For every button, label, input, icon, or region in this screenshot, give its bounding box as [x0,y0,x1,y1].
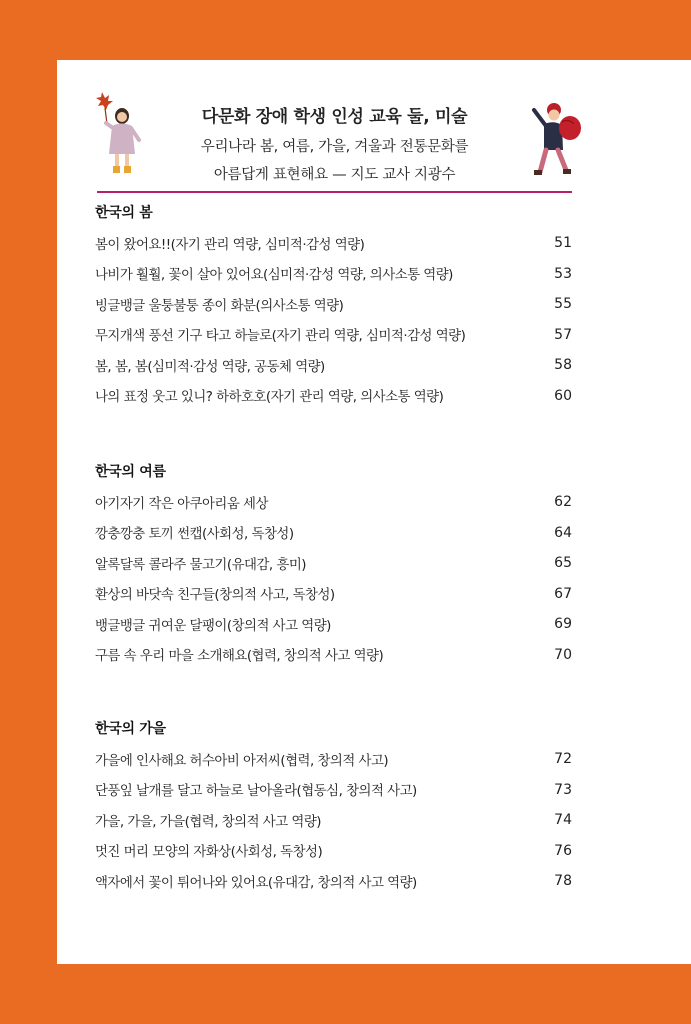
entry-title: 봄이 왔어요!!(자기 관리 역량, 심미적·감성 역량) [95,237,365,253]
entry-page: 70 [554,646,572,663]
entry-title: 가을에 인사해요 허수아비 아저씨(협력, 창의적 사고) [95,753,389,769]
entry-page: 76 [554,842,572,859]
entry-title: 나비가 훨훨, 꽃이 살아 있어요(심미적·감성 역량, 의사소통 역량) [95,268,453,284]
subtitle-line-1: 우리나라 봄, 여름, 가을, 겨울과 전통문화를 [200,139,469,155]
header-divider [97,191,572,193]
entry-title: 액자에서 꽃이 튀어나와 있어요(유대감, 창의적 사고 역량) [95,875,417,891]
entry-page: 78 [554,873,572,890]
entry-page: 67 [554,585,572,602]
section-spring [95,198,572,411]
entry-title: 단풍잎 날개를 달고 하늘로 날아올라(협동심, 창의적 사고) [95,784,417,800]
entry-page: 51 [554,235,572,252]
entry-page: 53 [554,265,572,282]
entry-title: 무지개색 풍선 기구 타고 하늘로(자기 관리 역량, 심미적·감성 역량) [95,329,466,345]
section-autumn [95,714,572,897]
page-title: 다문화 장애 학생 인성 교육 둘, 미술 [201,107,468,127]
entry-page: 57 [554,326,572,343]
entry-page: 60 [554,387,572,404]
entry-title: 나의 표정 웃고 있니? 하하호호(자기 관리 역량, 의사소통 역량) [95,390,444,406]
section-title: 한국의 가을 [95,721,166,737]
entry-page: 64 [554,524,572,541]
toc-entry[interactable] [95,548,572,579]
entry-page: 58 [554,357,572,374]
toc-entry[interactable] [95,775,572,806]
entry-page: 73 [554,781,572,798]
entry-title: 멋진 머리 모양의 자화상(사회성, 독창성) [95,845,323,861]
toc-entry[interactable] [95,744,572,775]
entry-title: 구름 속 우리 마을 소개해요(협력, 창의적 사고 역량) [95,649,384,665]
entry-page: 65 [554,555,572,572]
toc-entry[interactable] [95,320,572,351]
entry-title: 아기자기 작은 아쿠아리움 세상 [95,496,268,512]
entry-title: 환상의 바닷속 친구들(창의적 사고, 독창성) [95,588,335,604]
entry-title: 봄, 봄, 봄(심미적·감성 역량, 공동체 역량) [95,359,325,375]
toc-entry[interactable] [95,350,572,381]
entry-title: 가을, 가을, 가을(협력, 창의적 사고 역량) [95,814,322,830]
section-summer [95,457,572,670]
entry-page: 69 [554,616,572,633]
toc-entry[interactable] [95,866,572,897]
subtitle-line-2: 아름답게 표현해요 — 지도 교사 지광수 [213,167,456,183]
entry-title: 알록달록 콜라주 물고기(유대감, 흥미) [95,557,307,573]
entry-page: 62 [554,494,572,511]
header [97,100,572,196]
entry-page: 55 [554,296,572,313]
toc-entry[interactable] [95,228,572,259]
entry-title: 깡충깡충 토끼 썬캡(사회성, 독창성) [95,527,294,543]
toc-entry[interactable] [95,836,572,867]
entry-page: 74 [554,812,572,829]
toc-entry[interactable] [95,487,572,518]
toc-entry[interactable] [95,640,572,671]
entry-page: 72 [554,751,572,768]
entry-title: 빙글뱅글 울퉁불퉁 종이 화분(의사소통 역량) [95,298,344,314]
section-title: 한국의 여름 [95,464,166,480]
section-title: 한국의 봄 [95,205,153,221]
toc-entry[interactable] [95,259,572,290]
toc-entry[interactable] [95,609,572,640]
entry-title: 뱅글뱅글 귀여운 달팽이(창의적 사고 역량) [95,618,331,634]
toc-entry[interactable] [95,518,572,549]
page-paper [57,60,691,964]
toc-entry[interactable] [95,579,572,610]
toc-entry[interactable] [95,381,572,412]
toc-entry[interactable] [95,805,572,836]
toc-entry[interactable] [95,289,572,320]
